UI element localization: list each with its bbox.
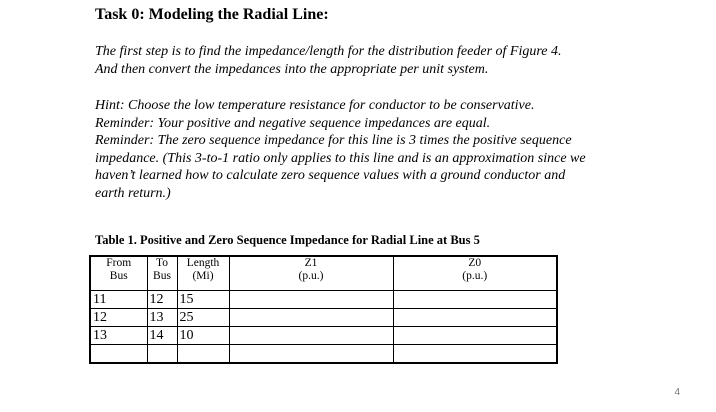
cell-z0 (393, 345, 557, 364)
cell-to-bus (147, 345, 177, 364)
header-text: Z1 (304, 257, 318, 269)
page-number: 4 (674, 387, 680, 398)
header-text: Z0 (468, 257, 482, 269)
cell-from-bus: 11 (90, 291, 147, 309)
cell-z1 (229, 345, 393, 364)
header-text: Bus (153, 270, 171, 282)
cell-to-bus: 13 (147, 309, 177, 327)
header-text: To (156, 257, 168, 269)
header-text: (p.u.) (298, 270, 324, 282)
intro-line: The first step is to find the impedance/length for the distribution feeder of Figure 4. (95, 44, 562, 59)
cell-z1 (229, 291, 393, 309)
reminder-line: Reminder: The zero sequence impedance for this line is 3 times the positive sequence (95, 133, 572, 148)
reminder-line: impedance. (This 3-to-1 ratio only applies to this line and is an approximation since we (95, 150, 586, 166)
hint-paragraph (95, 97, 586, 202)
cell-length (177, 345, 229, 364)
table-row (90, 327, 557, 345)
header-text: From (106, 257, 132, 269)
cell-z1 (229, 309, 393, 327)
cell-z0 (393, 309, 557, 327)
intro-line: And then convert the impedances into the appropriate per unit system. (95, 61, 489, 77)
cell-to-bus: 14 (147, 327, 177, 345)
table-header-row (90, 256, 557, 291)
reminder-line: Reminder: Your positive and negative sequence impedances are equal. (95, 115, 491, 131)
cell-z0 (393, 327, 557, 345)
hint-line: Hint: Choose the low temperature resistance for conductor to be conservative. (95, 98, 535, 113)
cell-length: 25 (177, 309, 229, 327)
header-to-bus (147, 256, 177, 291)
table-row (90, 345, 557, 364)
cell-length: 10 (177, 327, 229, 345)
task-title: Task 0: Modeling the Radial Line: (95, 6, 329, 23)
cell-from-bus (90, 345, 147, 364)
reminder-line: haven’t learned how to calculate zero sequence values with a ground conductor and (95, 168, 566, 183)
header-text: Length (186, 257, 220, 269)
table-row (90, 309, 557, 327)
cell-from-bus: 12 (90, 309, 147, 327)
cell-z0 (393, 291, 557, 309)
header-from-bus (90, 256, 147, 291)
intro-paragraph (95, 43, 562, 78)
table-caption: Table 1. Positive and Zero Sequence Impedance for Radial Line at Bus 5 (95, 233, 480, 247)
cell-to-bus: 12 (147, 291, 177, 309)
header-z1 (229, 256, 393, 291)
header-text: Bus (109, 270, 128, 282)
cell-from-bus: 13 (90, 327, 147, 345)
cell-z1 (229, 327, 393, 345)
cell-length: 15 (177, 291, 229, 309)
header-text: (p.u.) (462, 270, 488, 282)
header-z0 (393, 256, 557, 291)
table-row (90, 291, 557, 309)
header-text: (Mi) (192, 270, 214, 282)
reminder-line: earth return.) (95, 185, 171, 201)
header-length (177, 256, 229, 291)
impedance-table (89, 255, 558, 364)
